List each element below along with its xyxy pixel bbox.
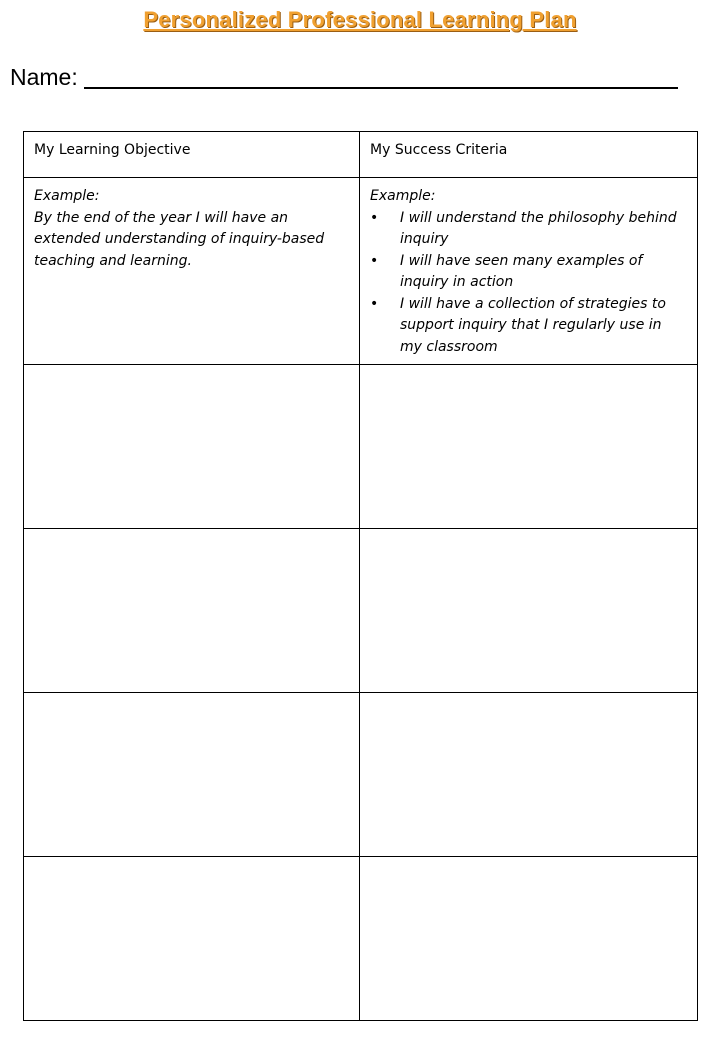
example-criteria-cell (360, 178, 698, 365)
criteria-item: • I will understand the philosophy behind inquiry (370, 208, 687, 251)
objective-input-cell[interactable] (24, 857, 360, 1021)
table-row (24, 365, 698, 529)
table-row (24, 529, 698, 693)
document-title: Personalized Professional Learning Plan (143, 7, 577, 32)
criteria-input-cell[interactable] (360, 693, 698, 857)
name-underline (84, 87, 678, 89)
header-learning-objective: My Learning Objective (24, 132, 360, 178)
objective-input-cell[interactable] (24, 365, 360, 529)
criteria-item: • I will have seen many examples of inquiry in action (370, 251, 687, 294)
example-objective-label: Example: (34, 188, 100, 204)
learning-plan-table (23, 131, 698, 1021)
objective-input-cell[interactable] (24, 529, 360, 693)
example-row (24, 178, 698, 365)
table-header-row (24, 132, 698, 178)
criteria-input-cell[interactable] (360, 529, 698, 693)
objective-input-cell[interactable] (24, 693, 360, 857)
table-row (24, 857, 698, 1021)
criteria-input-cell[interactable] (360, 365, 698, 529)
criteria-list (370, 208, 687, 359)
name-field (10, 64, 678, 91)
name-label: Name: (10, 64, 78, 90)
example-criteria-label: Example: (370, 188, 436, 204)
criteria-item: • I will have a collection of strategies to support inquiry that I regularly use in my classroom (370, 294, 687, 359)
table-row (24, 693, 698, 857)
header-success-criteria: My Success Criteria (360, 132, 698, 178)
criteria-input-cell[interactable] (360, 857, 698, 1021)
example-objective-text: By the end of the year I will have an extended understanding of inquiry-based teaching and learning. (34, 209, 325, 269)
example-objective-cell (24, 178, 360, 365)
